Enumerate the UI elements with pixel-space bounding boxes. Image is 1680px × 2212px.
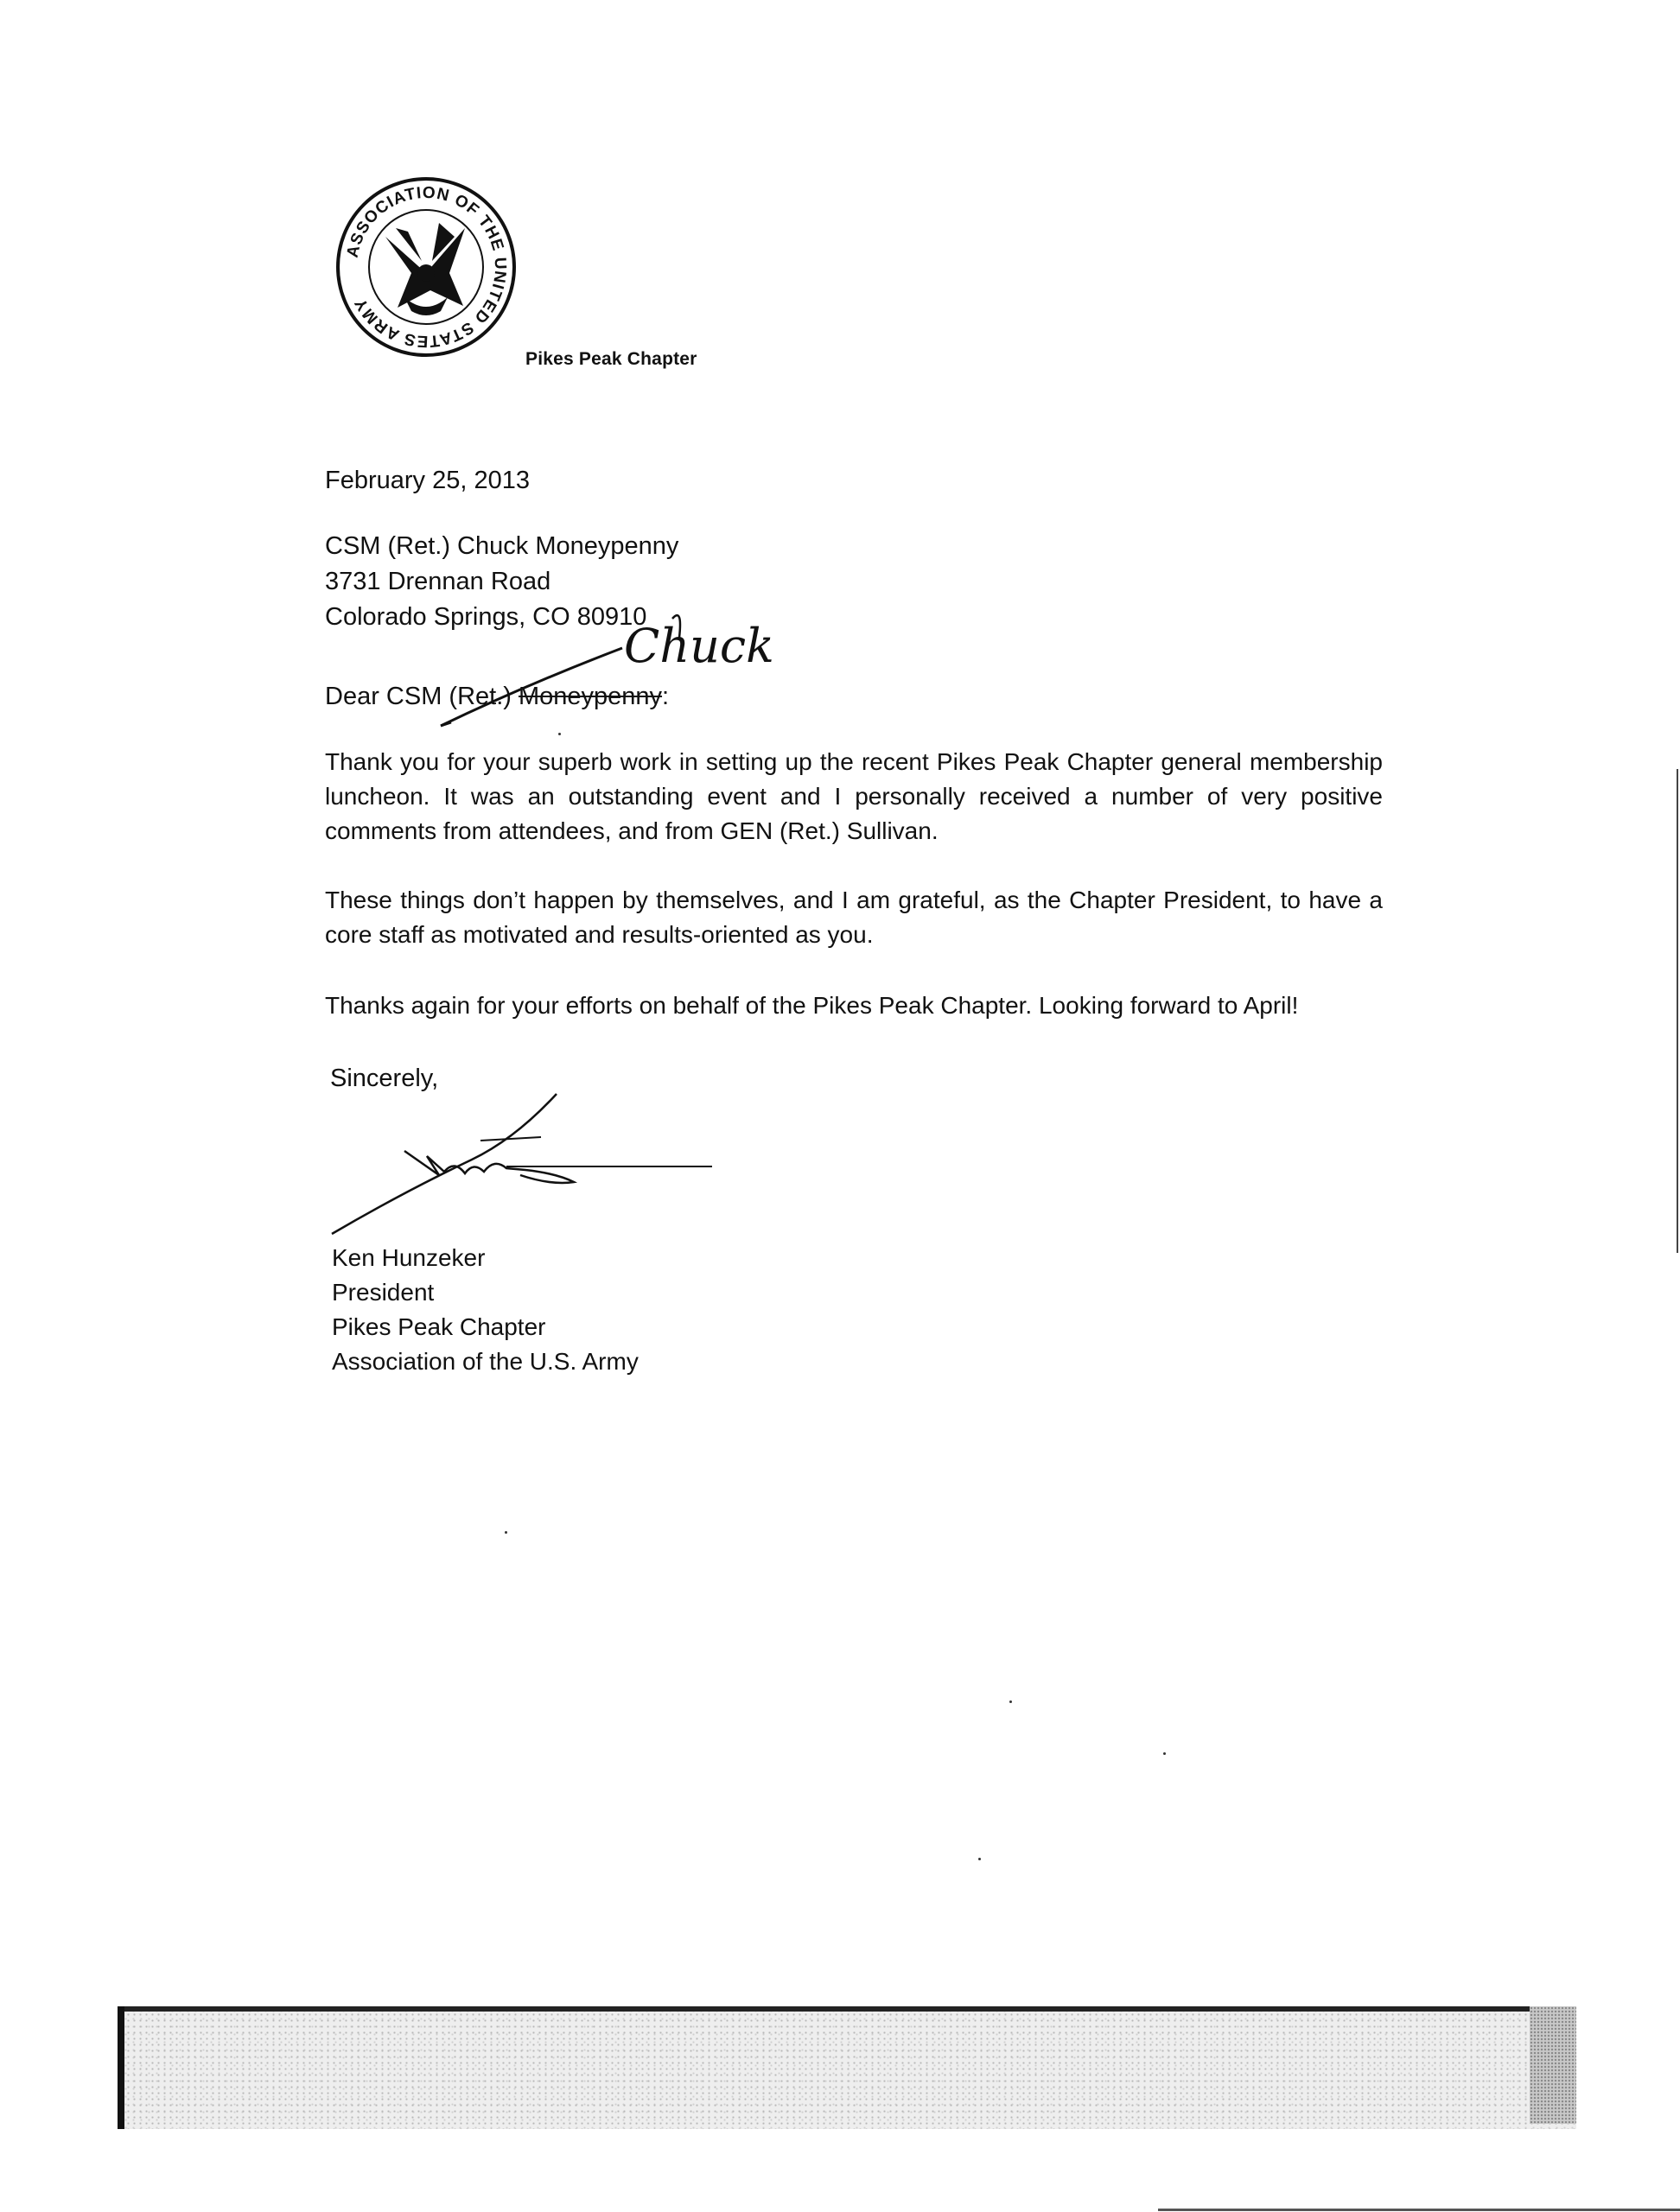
signer-name: Ken Hunzeker <box>332 1244 486 1271</box>
closing: Sincerely, <box>330 1065 439 1092</box>
signature-image <box>325 1089 722 1244</box>
body-paragraph-2: These things don’t happen by themselves, and I am grateful, as the Chapter President, to have a core staff as motivated and results-oriented as you. <box>325 887 1383 948</box>
scan-speck <box>1009 1700 1012 1703</box>
salutation-prefix: Dear CSM (Ret.) <box>325 683 512 710</box>
scan-edge-right <box>1677 769 1678 1253</box>
signer-block <box>332 1241 639 1379</box>
handwritten-correction <box>423 598 786 753</box>
body-paragraph-1: Thank you for your superb work in setting up the recent Pikes Peak Chapter general membership luncheon. It was an outstanding event and I personally received a number of very positive comments from attendees, and from GEN (Ret.) Sullivan. <box>325 748 1383 844</box>
handwritten-chuck: Chuck <box>624 619 774 673</box>
signer-organization: Association of the U.S. Army <box>332 1348 639 1375</box>
letterhead-chapter-name: Pikes Peak Chapter <box>525 349 697 369</box>
salutation-struck-name: Moneypenny <box>518 683 663 710</box>
scan-speck <box>558 733 561 735</box>
salutation-colon: : <box>662 683 670 710</box>
scan-speck <box>1163 1752 1166 1755</box>
recipient-name: CSM (Ret.) Chuck Moneypenny <box>325 532 679 560</box>
footer-left-edge <box>118 2006 124 2129</box>
letter-date: February 25, 2013 <box>325 467 530 494</box>
body-paragraph-3: Thanks again for your efforts on behalf of the Pikes Peak Chapter. Looking forward to April! <box>325 992 1299 1019</box>
signer-chapter: Pikes Peak Chapter <box>332 1313 546 1340</box>
scan-speck <box>505 1531 507 1534</box>
signer-title: President <box>332 1279 435 1306</box>
recipient-city-state-zip: Colorado Springs, CO 80910 <box>325 603 647 631</box>
scan-edge-bottom <box>1158 2209 1680 2211</box>
footer-scan-band <box>119 2006 1576 2129</box>
ausa-seal-logo <box>335 176 517 358</box>
svg-text:ASSOCIATION OF THE UNITED STAT: ASSOCIATION OF THE UNITED STATES ARMY <box>343 183 510 351</box>
footer-right-shade <box>1530 2006 1576 2124</box>
scan-speck <box>978 1858 981 1860</box>
recipient-street: 3731 Drennan Road <box>325 568 551 595</box>
